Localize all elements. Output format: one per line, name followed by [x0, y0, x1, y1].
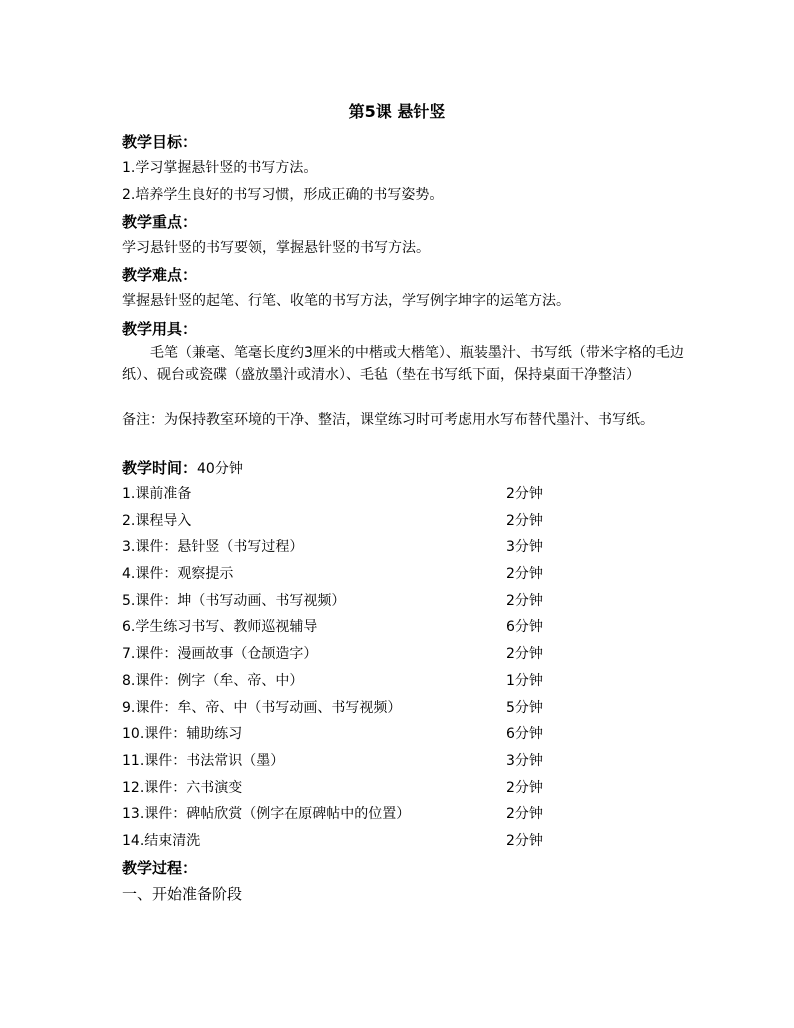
schedule-row: 2.课程导入 2分钟 [122, 512, 543, 529]
schedule-row: 11.课件：书法常识（墨） 3分钟 [122, 752, 543, 769]
page-title: 第5课 悬针竖 [348, 102, 446, 121]
time-schedule [122, 484, 582, 858]
schedule-row: 8.课件：例字（牟、帝、中） 1分钟 [122, 672, 543, 689]
schedule-row: 4.课件：观察提示 2分钟 [122, 566, 543, 583]
schedule-row: 3.课件：悬针竖（书写过程） 3分钟 [122, 539, 543, 556]
schedule-row: 12.课件：六书演变 2分钟 [122, 779, 543, 796]
goals-heading: 教学目标： [122, 133, 198, 151]
difficulties-text: 掌握悬针竖的起笔、行笔、收笔的书写方法，学写例字坤字的运笔方法。 [122, 293, 570, 309]
goal-item-1: 1.学习掌握悬针竖的书写方法。 [122, 160, 318, 176]
key-points-text: 学习悬针竖的书写要领，掌握悬针竖的书写方法。 [122, 240, 430, 256]
time-total: 40分钟 [197, 461, 243, 477]
tools-text: 毛笔（兼毫、笔毫长度约3厘米的中楷或大楷笔）、瓶装墨汁、书写纸（带米字格的毛边纸）、砚台或瓷碟（盛放墨汁或清水）、毛毡（垫在书写纸下面，保持桌面干净整洁） [122, 345, 684, 383]
goal-item-2: 2.培养学生良好的书写习惯，形成正确的书写姿势。 [122, 187, 444, 203]
difficulties-heading: 教学难点： [122, 266, 198, 284]
time-line [122, 458, 243, 479]
schedule-row: 14.结束清洗 2分钟 [122, 832, 543, 849]
key-points-heading: 教学重点： [122, 213, 198, 231]
schedule-row: 9.课件：牟、帝、中（书写动画、书写视频） 5分钟 [122, 699, 543, 716]
schedule-row: 10.课件：辅助练习 6分钟 [122, 726, 543, 743]
time-heading: 教学时间： [122, 459, 198, 477]
process-stage-1: 一、开始准备阶段 [122, 885, 243, 903]
schedule-row: 7.课件：漫画故事（仓颉造字） 2分钟 [122, 646, 543, 663]
tools-heading: 教学用具： [122, 320, 198, 338]
process-heading: 教学过程： [122, 859, 198, 877]
schedule-row: 1.课前准备 2分钟 [122, 486, 543, 502]
tools-note: 备注：为保持教室环境的干净、整洁，课堂练习时可考虑用水写布替代墨汁、书写纸。 [122, 412, 654, 428]
schedule-row: 6.学生练习书写、教师巡视辅导 6分钟 [122, 619, 543, 636]
schedule-row: 13.课件：碑帖欣赏（例字在原碑帖中的位置） 2分钟 [122, 806, 543, 823]
schedule-row: 5.课件：坤（书写动画、书写视频） 2分钟 [122, 592, 543, 609]
